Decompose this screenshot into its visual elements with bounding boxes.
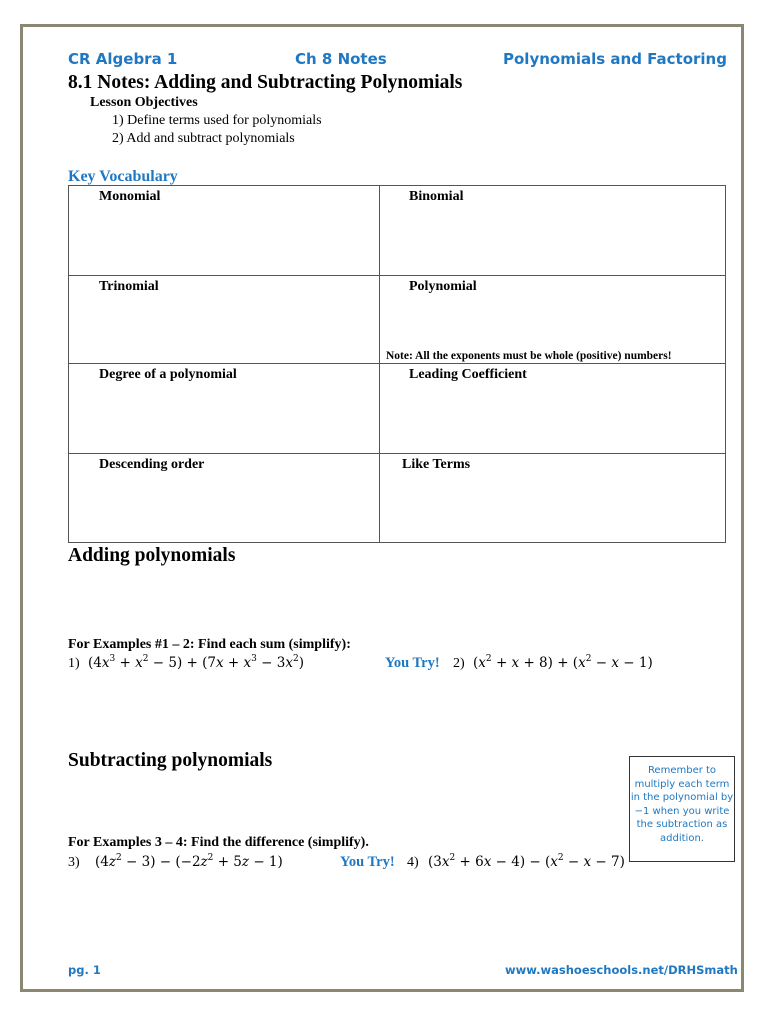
example-1-expression: $(4x^3 + x^2 - 5) + (7x + x^3 - 3x^2)$ [88,654,304,671]
objectives-heading: Lesson Objectives [90,95,198,110]
subtracting-heading: Subtracting polynomials [68,750,273,771]
objective-1: 1) Define terms used for polynomials [112,113,322,128]
page-title: 8.1 Notes: Adding and Subtracting Polynomials [68,72,463,93]
footer-url: www.washoeschools.net/DRHSmath [505,963,738,977]
header-course: CR Algebra 1 [68,50,178,68]
vocab-cell-like-terms [380,454,726,543]
vocab-cell-monomial [69,186,380,276]
vocab-term: Like Terms [402,457,471,472]
vocab-table [68,185,726,543]
adding-examples-heading: For Examples #1 – 2: Find each sum (simplify): [68,637,351,652]
you-try-label-2: You Try! [340,854,395,870]
example-4-number: 4) [407,855,419,870]
example-1-number: 1) [68,656,80,671]
header-topic: Polynomials and Factoring [503,50,727,68]
vocab-term: Binomial [409,189,464,204]
example-4-expression: $(3x^2 + 6x - 4) - (x^2 - x - 7)$ [428,853,625,870]
vocab-term: Leading Coefficient [409,367,527,382]
adding-heading: Adding polynomials [68,545,236,566]
vocab-cell-leading-coefficient [380,364,726,454]
vocab-cell-polynomial [380,276,726,364]
vocab-cell-degree [69,364,380,454]
vocab-term: Descending order [99,457,205,472]
subtracting-examples-heading: For Examples 3 – 4: Find the difference (simplify). [68,835,369,850]
vocab-heading: Key Vocabulary [68,168,178,185]
vocab-term: Monomial [99,189,161,204]
vocab-term: Polynomial [409,279,477,294]
vocab-term: Degree of a polynomial [99,367,237,382]
example-3-expression: $(4z^2 - 3) - (-2z^2 + 5z - 1)$ [95,853,283,870]
footer-page-number: pg. 1 [68,963,101,977]
vocab-cell-binomial [380,186,726,276]
example-2-expression: $(x^2 + x + 8) + (x^2 - x - 1)$ [473,654,653,671]
header-chapter: Ch 8 Notes [295,50,387,68]
you-try-label-1: You Try! [385,655,440,671]
vocab-term: Trinomial [99,279,159,294]
example-3-number: 3) [68,855,80,870]
vocab-cell-descending-order [69,454,380,543]
vocab-cell-trinomial [69,276,380,364]
objective-2: 2) Add and subtract polynomials [112,131,295,146]
exponent-note: Note: All the exponents must be whole (positive) numbers! [386,350,672,362]
reminder-box: Remember to multiply each term in the polynomial by −1 when you write the subtraction as addition. [629,756,735,862]
example-2-number: 2) [453,656,465,671]
